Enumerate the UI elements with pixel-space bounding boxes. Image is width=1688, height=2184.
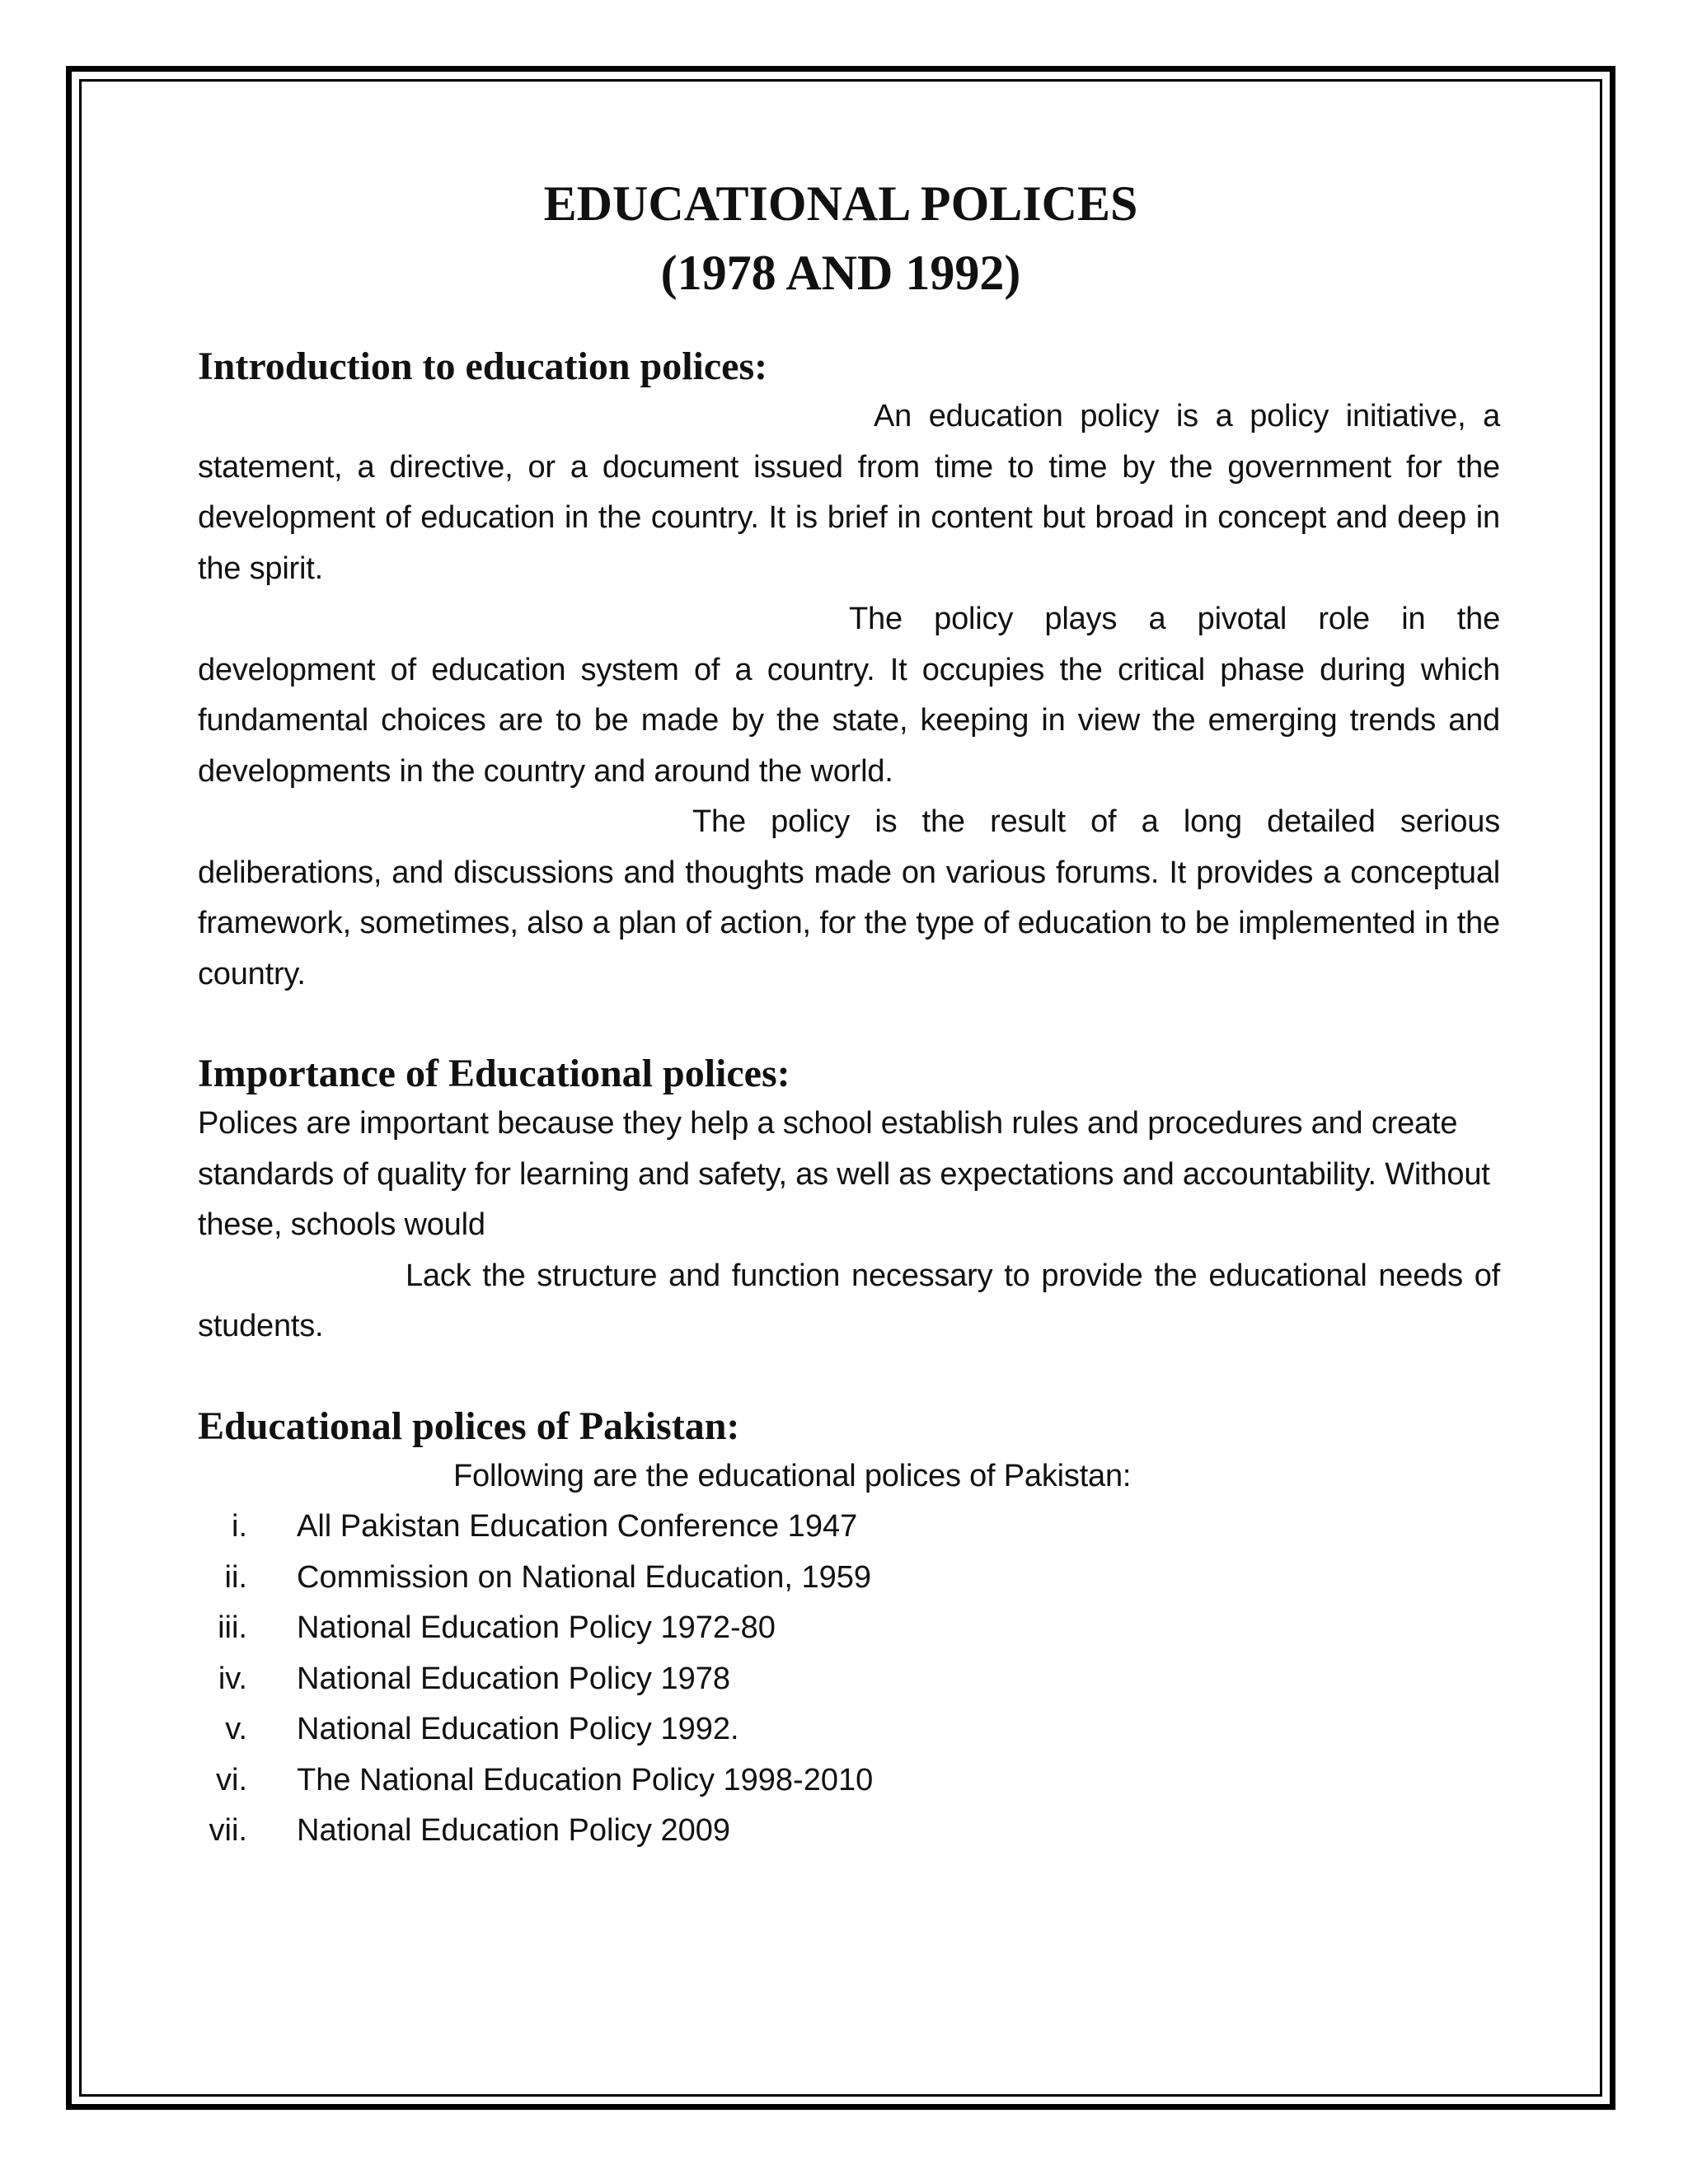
list-item-number: ii. <box>224 1559 247 1595</box>
list-item-text: Commission on National Education, 1959 <box>297 1559 872 1595</box>
list-item-number: iii. <box>218 1610 247 1645</box>
list-item-text: National Education Policy 1978 <box>297 1661 731 1696</box>
list-item-number: i. <box>232 1509 247 1544</box>
section-heading-pakistan-polices: Educational polices of Pakistan: <box>198 1404 740 1448</box>
policy-list <box>198 1502 1500 1857</box>
document-body <box>198 169 1500 1857</box>
list-item-text: National Education Policy 2009 <box>297 1813 731 1848</box>
list-item <box>198 1603 1500 1654</box>
title-line-1: EDUCATIONAL POLICES <box>543 176 1138 231</box>
title-line-2: (1978 AND 1992) <box>660 246 1021 300</box>
section-heading-importance: Importance of Educational polices: <box>198 1052 790 1095</box>
intro-paragraph-2: The policy plays a pivotal role in the development of education system of a country. It occupies the critical phase during which fundamental choices are to be made by the state, keeping in view the emerging trends and developments in the country and around the world. <box>198 602 1500 789</box>
list-item <box>198 1654 1500 1705</box>
pakistan-polices-intro: Following are the educational polices of Pakistan: <box>453 1458 1132 1493</box>
list-item-number: vii. <box>209 1813 247 1848</box>
intro-paragraph-1: An education policy is a policy initiative, a statement, a directive, or a document issued from time to time by the government for the development of education in the country. It is brief in content but broad in concept and deep in the spirit. <box>198 399 1500 586</box>
list-item <box>198 1553 1500 1604</box>
list-item-text: National Education Policy 1992. <box>297 1712 739 1746</box>
list-item-number: v. <box>225 1712 247 1746</box>
list-item <box>198 1755 1500 1807</box>
list-item <box>198 1502 1500 1553</box>
list-item <box>198 1704 1500 1755</box>
importance-paragraph-2: Lack the structure and function necessary to provide the educational needs of students. <box>198 1258 1500 1343</box>
list-item <box>198 1806 1500 1857</box>
list-item-text: National Education Policy 1972-80 <box>297 1610 776 1645</box>
list-item-number: iv. <box>218 1661 247 1696</box>
intro-paragraph-3: The policy is the result of a long detailed serious deliberations, and discussions and thoughts made on various forums. It provides a conceptual framework, sometimes, also a plan of action, for the type of education to be implemented in the country. <box>198 804 1500 991</box>
list-item-text: All Pakistan Education Conference 1947 <box>297 1509 858 1544</box>
section-heading-introduction: Introduction to education polices: <box>198 344 768 388</box>
list-item-text: The National Education Policy 1998-2010 <box>297 1762 874 1797</box>
importance-paragraph-1: Polices are important because they help a school establish rules and procedures and create standards of quality for learning and safety, as well as expectations and accountability. Without these, schools would <box>198 1106 1490 1242</box>
document-title <box>198 169 1484 307</box>
list-item-number: vi. <box>216 1762 247 1797</box>
